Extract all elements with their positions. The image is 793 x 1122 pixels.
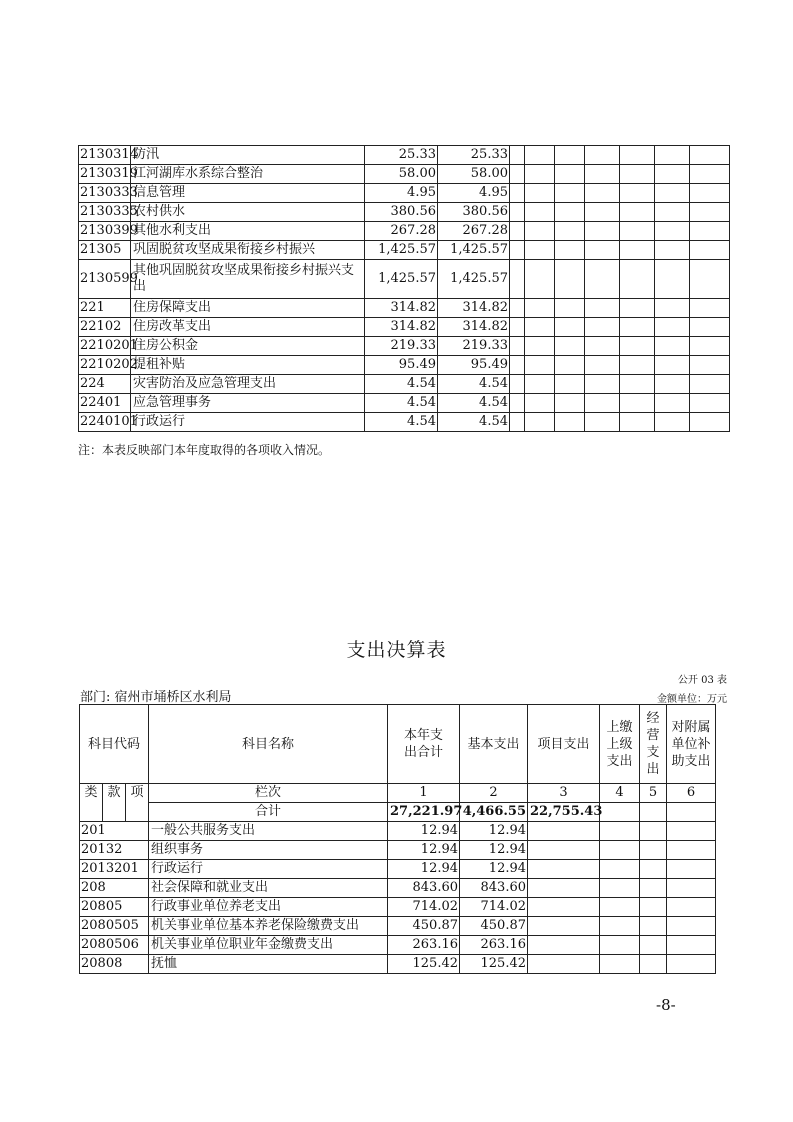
- table-row: [79, 375, 730, 394]
- empty-cell: [528, 936, 600, 955]
- empty-cell: [600, 917, 640, 936]
- col-no-6: 6: [667, 784, 716, 803]
- empty-cell: [690, 356, 730, 375]
- empty-cell: [585, 184, 620, 203]
- empty-cell: [555, 413, 585, 432]
- header-name: 科目名称: [149, 705, 388, 784]
- subject-code: 2080505: [80, 917, 149, 936]
- expense-header-row: [80, 705, 716, 784]
- subject-name: 应急管理事务: [131, 394, 365, 413]
- empty-cell: [510, 413, 525, 432]
- empty-cell: [525, 203, 555, 222]
- subject-code: 2130314: [79, 146, 131, 165]
- empty-cell: [510, 260, 525, 299]
- empty-cell: [510, 222, 525, 241]
- table-row: [80, 898, 716, 917]
- subject-code: 208: [80, 879, 149, 898]
- empty-cell: [525, 222, 555, 241]
- total-income: 267.28: [365, 222, 438, 241]
- empty-cell: [640, 841, 667, 860]
- empty-cell: [585, 394, 620, 413]
- subject-name: 机关事业单位职业年金缴费支出: [149, 936, 388, 955]
- empty-cell: [525, 337, 555, 356]
- empty-cell: [555, 337, 585, 356]
- empty-cell: [690, 146, 730, 165]
- subject-code: 224: [79, 375, 131, 394]
- table-row: [79, 413, 730, 432]
- empty-cell: [655, 260, 690, 299]
- total-expense: 125.42: [388, 955, 460, 974]
- subject-code: 22401: [79, 394, 131, 413]
- empty-cell: [640, 898, 667, 917]
- income-table-note: 注：本表反映部门本年度取得的各项收入情况。: [78, 443, 331, 457]
- fiscal-allocation: 314.82: [438, 318, 510, 337]
- subject-name: 住房保障支出: [131, 299, 365, 318]
- empty-cell: [690, 337, 730, 356]
- empty-cell: [690, 184, 730, 203]
- subject-code: 2130599: [79, 260, 131, 299]
- subject-name: 行政运行: [131, 413, 365, 432]
- total-expense: 450.87: [388, 917, 460, 936]
- empty-cell: [528, 879, 600, 898]
- subject-name: 农村供水: [131, 203, 365, 222]
- total-expense: 263.16: [388, 936, 460, 955]
- page-title: 支出决算表: [346, 639, 447, 661]
- empty-cell: [510, 299, 525, 318]
- empty-cell: [640, 955, 667, 974]
- subject-code: 22102: [79, 318, 131, 337]
- empty-cell: [667, 936, 716, 955]
- empty-cell: [620, 146, 655, 165]
- fiscal-allocation: 267.28: [438, 222, 510, 241]
- subject-code: 20805: [80, 898, 149, 917]
- empty-cell: [585, 356, 620, 375]
- empty-cell: [620, 356, 655, 375]
- total-amount: 27,221.97: [388, 803, 460, 822]
- fiscal-allocation: 25.33: [438, 146, 510, 165]
- header-code: 科目代码: [80, 705, 149, 784]
- empty-cell: [510, 184, 525, 203]
- empty-cell: [510, 241, 525, 260]
- empty-cell: [525, 318, 555, 337]
- expense-column-number-row: [80, 784, 716, 803]
- empty-cell: [667, 879, 716, 898]
- empty-cell: [600, 955, 640, 974]
- header-lei: 类: [80, 784, 103, 822]
- total-business: [640, 803, 667, 822]
- empty-cell: [510, 375, 525, 394]
- empty-cell: [555, 165, 585, 184]
- page-number: -8-: [656, 996, 676, 1014]
- empty-cell: [655, 146, 690, 165]
- empty-cell: [600, 841, 640, 860]
- col-no-1: 1: [388, 784, 460, 803]
- col-no-5: 5: [640, 784, 667, 803]
- empty-cell: [690, 241, 730, 260]
- table-row: [80, 936, 716, 955]
- empty-cell: [525, 146, 555, 165]
- subject-code: 20808: [80, 955, 149, 974]
- empty-cell: [640, 917, 667, 936]
- subject-name: 社会保障和就业支出: [149, 879, 388, 898]
- total-basic: 4,466.55: [460, 803, 528, 822]
- empty-cell: [585, 260, 620, 299]
- empty-cell: [655, 165, 690, 184]
- table-row: [79, 146, 730, 165]
- empty-cell: [667, 822, 716, 841]
- empty-cell: [510, 318, 525, 337]
- empty-cell: [620, 394, 655, 413]
- empty-cell: [690, 222, 730, 241]
- total-expense: 12.94: [388, 841, 460, 860]
- subject-code: 2130333: [79, 184, 131, 203]
- subject-code: 2130335: [79, 203, 131, 222]
- table-row: [80, 955, 716, 974]
- empty-cell: [655, 299, 690, 318]
- empty-cell: [585, 222, 620, 241]
- empty-cell: [690, 375, 730, 394]
- total-expense: 843.60: [388, 879, 460, 898]
- empty-cell: [620, 203, 655, 222]
- empty-cell: [620, 413, 655, 432]
- basic-expense: 125.42: [460, 955, 528, 974]
- total-project: 22,755.43: [528, 803, 600, 822]
- empty-cell: [585, 318, 620, 337]
- empty-cell: [655, 203, 690, 222]
- empty-cell: [667, 917, 716, 936]
- empty-cell: [667, 860, 716, 879]
- subject-code: 2080506: [80, 936, 149, 955]
- subject-name: 行政事业单位养老支出: [149, 898, 388, 917]
- empty-cell: [620, 318, 655, 337]
- header-upper: 上缴上级支出: [600, 705, 640, 784]
- empty-cell: [640, 879, 667, 898]
- empty-cell: [555, 299, 585, 318]
- empty-cell: [620, 375, 655, 394]
- empty-cell: [510, 165, 525, 184]
- amount-unit: 金额单位：万元: [657, 694, 727, 705]
- empty-cell: [655, 356, 690, 375]
- table-row: [79, 394, 730, 413]
- fiscal-allocation: 1,425.57: [438, 241, 510, 260]
- header-project: 项目支出: [528, 705, 600, 784]
- header-business: 经营支出: [640, 705, 667, 784]
- empty-cell: [600, 822, 640, 841]
- header-subsidy: 对附属单位补助支出: [667, 705, 716, 784]
- col-no-4: 4: [600, 784, 640, 803]
- empty-cell: [585, 337, 620, 356]
- subject-code: 2130399: [79, 222, 131, 241]
- table-row: [79, 222, 730, 241]
- expense-total-row: [80, 803, 716, 822]
- empty-cell: [555, 222, 585, 241]
- subject-name: 住房改革支出: [131, 318, 365, 337]
- total-expense: 12.94: [388, 860, 460, 879]
- fiscal-allocation: 58.00: [438, 165, 510, 184]
- empty-cell: [620, 165, 655, 184]
- empty-cell: [640, 822, 667, 841]
- empty-cell: [690, 203, 730, 222]
- empty-cell: [510, 146, 525, 165]
- total-income: 1,425.57: [365, 241, 438, 260]
- empty-cell: [555, 394, 585, 413]
- empty-cell: [620, 184, 655, 203]
- subject-code: 20132: [80, 841, 149, 860]
- subject-code: 21305: [79, 241, 131, 260]
- table-row: [79, 184, 730, 203]
- empty-cell: [525, 241, 555, 260]
- subject-code: 201: [80, 822, 149, 841]
- empty-cell: [555, 375, 585, 394]
- empty-cell: [585, 375, 620, 394]
- empty-cell: [555, 260, 585, 299]
- empty-cell: [510, 337, 525, 356]
- empty-cell: [585, 165, 620, 184]
- subject-code: 2210202: [79, 356, 131, 375]
- basic-expense: 12.94: [460, 860, 528, 879]
- empty-cell: [690, 318, 730, 337]
- subject-name: 其他巩固脱贫攻坚成果衔接乡村振兴支出: [131, 260, 365, 299]
- table-row: [80, 822, 716, 841]
- empty-cell: [525, 184, 555, 203]
- empty-cell: [585, 203, 620, 222]
- table-row: [80, 917, 716, 936]
- empty-cell: [600, 879, 640, 898]
- empty-cell: [655, 337, 690, 356]
- subject-name: 信息管理: [131, 184, 365, 203]
- total-expense: 714.02: [388, 898, 460, 917]
- empty-cell: [690, 394, 730, 413]
- subject-name: 机关事业单位基本养老保险缴费支出: [149, 917, 388, 936]
- table-row: [80, 879, 716, 898]
- empty-cell: [510, 356, 525, 375]
- empty-cell: [525, 413, 555, 432]
- empty-cell: [667, 841, 716, 860]
- empty-cell: [528, 955, 600, 974]
- empty-cell: [620, 241, 655, 260]
- empty-cell: [655, 413, 690, 432]
- subject-name: 组织事务: [149, 841, 388, 860]
- total-income: 380.56: [365, 203, 438, 222]
- subject-code: 2130319: [79, 165, 131, 184]
- header-lanci: 栏次: [149, 784, 388, 803]
- empty-cell: [525, 356, 555, 375]
- total-income: 314.82: [365, 299, 438, 318]
- table-row: [79, 165, 730, 184]
- empty-cell: [690, 165, 730, 184]
- total-income: 219.33: [365, 337, 438, 356]
- empty-cell: [620, 299, 655, 318]
- empty-cell: [655, 222, 690, 241]
- subject-name: 其他水利支出: [131, 222, 365, 241]
- empty-cell: [555, 203, 585, 222]
- empty-cell: [620, 337, 655, 356]
- subject-name: 抚恤: [149, 955, 388, 974]
- subject-name: 行政运行: [149, 860, 388, 879]
- empty-cell: [525, 165, 555, 184]
- empty-cell: [655, 318, 690, 337]
- subject-code: 2240101: [79, 413, 131, 432]
- subject-name: 住房公积金: [131, 337, 365, 356]
- form-code: 公开 03 表: [677, 675, 727, 686]
- empty-cell: [525, 375, 555, 394]
- empty-cell: [585, 241, 620, 260]
- empty-cell: [528, 860, 600, 879]
- total-income: 58.00: [365, 165, 438, 184]
- empty-cell: [555, 356, 585, 375]
- empty-cell: [528, 841, 600, 860]
- empty-cell: [555, 146, 585, 165]
- empty-cell: [555, 318, 585, 337]
- basic-expense: 263.16: [460, 936, 528, 955]
- total-subsidy: [667, 803, 716, 822]
- table-row: [79, 299, 730, 318]
- income-table: [78, 145, 730, 432]
- total-income: 314.82: [365, 318, 438, 337]
- total-label: 合计: [149, 803, 388, 822]
- empty-cell: [600, 898, 640, 917]
- total-income: 4.95: [365, 184, 438, 203]
- table-row: [79, 260, 730, 299]
- header-xiang: 项: [126, 784, 149, 822]
- fiscal-allocation: 219.33: [438, 337, 510, 356]
- subject-code: 2013201: [80, 860, 149, 879]
- header-kuan: 款: [103, 784, 126, 822]
- empty-cell: [655, 184, 690, 203]
- table-row: [80, 841, 716, 860]
- table-row: [79, 337, 730, 356]
- empty-cell: [525, 299, 555, 318]
- col-no-3: 3: [528, 784, 600, 803]
- subject-code: 2210201: [79, 337, 131, 356]
- subject-name: 一般公共服务支出: [149, 822, 388, 841]
- subject-name: 江河湖库水系综合整治: [131, 165, 365, 184]
- department-label: 部门: 宿州市埇桥区水利局: [80, 690, 232, 705]
- empty-cell: [585, 146, 620, 165]
- total-income: 1,425.57: [365, 260, 438, 299]
- fiscal-allocation: 95.49: [438, 356, 510, 375]
- empty-cell: [525, 260, 555, 299]
- empty-cell: [510, 203, 525, 222]
- basic-expense: 12.94: [460, 841, 528, 860]
- empty-cell: [690, 299, 730, 318]
- empty-cell: [640, 860, 667, 879]
- fiscal-allocation: 1,425.57: [438, 260, 510, 299]
- empty-cell: [667, 955, 716, 974]
- empty-cell: [655, 394, 690, 413]
- empty-cell: [655, 375, 690, 394]
- empty-cell: [620, 222, 655, 241]
- total-income: 4.54: [365, 413, 438, 432]
- empty-cell: [528, 917, 600, 936]
- total-expense: 12.94: [388, 822, 460, 841]
- empty-cell: [528, 898, 600, 917]
- fiscal-allocation: 380.56: [438, 203, 510, 222]
- empty-cell: [655, 241, 690, 260]
- header-basic: 基本支出: [460, 705, 528, 784]
- table-row: [80, 860, 716, 879]
- basic-expense: 12.94: [460, 822, 528, 841]
- empty-cell: [585, 299, 620, 318]
- fiscal-allocation: 4.54: [438, 413, 510, 432]
- fiscal-allocation: 4.54: [438, 394, 510, 413]
- total-income: 25.33: [365, 146, 438, 165]
- basic-expense: 450.87: [460, 917, 528, 936]
- empty-cell: [525, 394, 555, 413]
- empty-cell: [600, 936, 640, 955]
- empty-cell: [600, 860, 640, 879]
- subject-name: 灾害防治及应急管理支出: [131, 375, 365, 394]
- subject-name: 巩固脱贫攻坚成果衔接乡村振兴: [131, 241, 365, 260]
- total-income: 4.54: [365, 375, 438, 394]
- total-income: 4.54: [365, 394, 438, 413]
- subject-name: 提租补贴: [131, 356, 365, 375]
- empty-cell: [667, 898, 716, 917]
- empty-cell: [620, 260, 655, 299]
- fiscal-allocation: 314.82: [438, 299, 510, 318]
- empty-cell: [640, 936, 667, 955]
- empty-cell: [510, 394, 525, 413]
- expense-table: [79, 704, 716, 974]
- table-row: [79, 241, 730, 260]
- empty-cell: [555, 241, 585, 260]
- table-row: [79, 356, 730, 375]
- basic-expense: 843.60: [460, 879, 528, 898]
- subject-name: 防汛: [131, 146, 365, 165]
- header-total: 本年支出合计: [388, 705, 460, 784]
- basic-expense: 714.02: [460, 898, 528, 917]
- total-upper: [600, 803, 640, 822]
- empty-cell: [585, 413, 620, 432]
- total-income: 95.49: [365, 356, 438, 375]
- col-no-2: 2: [460, 784, 528, 803]
- empty-cell: [690, 413, 730, 432]
- table-row: [79, 318, 730, 337]
- empty-cell: [690, 260, 730, 299]
- empty-cell: [555, 184, 585, 203]
- empty-cell: [528, 822, 600, 841]
- fiscal-allocation: 4.95: [438, 184, 510, 203]
- fiscal-allocation: 4.54: [438, 375, 510, 394]
- table-row: [79, 203, 730, 222]
- subject-code: 221: [79, 299, 131, 318]
